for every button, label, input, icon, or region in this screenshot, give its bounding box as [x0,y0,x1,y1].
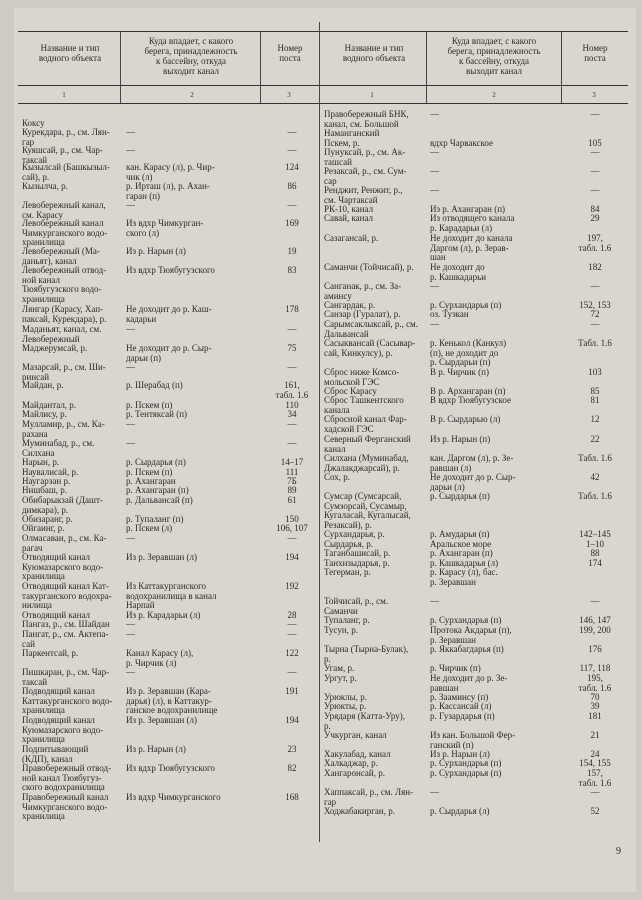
left-row-destination: Канал Карасу (л), р. Чирчик (л) [126,648,194,668]
left-row-destination: — [126,200,135,210]
right-row-post: 197, табл. 1.6 [578,233,612,253]
left-row-name: Кызылча, р. [22,181,68,191]
left-row-destination: — [126,127,135,137]
right-row-name: Северный Ферганский канал [324,434,411,454]
right-row-post: — [590,147,600,157]
right-row-name: Урюкты, р. [324,701,367,711]
right-row-post: — [590,596,600,606]
right-header-where: Куда впадает, с какого берега, принадлежность к бассейну, откуда выходит канал [447,36,541,76]
right-row-name: Пскем, р. [324,138,360,148]
left-row-destination: Из вдхр Тюябугузского [126,763,215,773]
right-row-post: 21 [590,730,600,740]
left-row-name: Ойгаинг, р. [22,523,65,533]
col-divider-right-2 [561,31,562,103]
right-row-destination: р. Амударья (п) [430,529,490,539]
left-row-name: Обибарыкзай (Дашт- димкара), р. [22,495,103,515]
left-row-name: Пангат, р., см. Актепа- сай [22,629,109,649]
right-row-post: — [590,185,600,195]
right-row-name: Сарымсаклыксай, р., см. Дальвансай [324,319,419,339]
left-row-name: Левобережный канал, см. Карасу [22,200,106,220]
right-row-post: 103 [588,367,602,377]
left-row-destination: Не доходит до р. Каш- кадарьи [126,304,212,324]
right-row-destination: — [430,166,439,176]
left-row-name: Майдантал, р. [22,400,77,410]
right-row-destination: оз. Тузкан [430,309,469,319]
left-row-name: Лянгар (Карасу, Хап- паксай, Курекдара), р. [22,304,107,324]
left-row-destination: Из р. Зеравшан (Кара- дарья) (л), в Каттакур- ганское водохранилище [126,686,218,716]
left-row-destination: р. Шерабад (п) [126,380,183,390]
right-row-post: 176 [588,644,602,654]
right-row-destination: р. Сурхандарья (п) [430,615,502,625]
left-row-post: 86 [287,181,297,191]
right-row-destination: р. Ахангаран (п) [430,548,493,558]
right-row-destination: Не доходит до канала Даргом (л), р. Зерав- шан [430,233,513,263]
right-row-destination: Не доходит до р. Зе- равшан [430,673,508,693]
right-row-name: Тегерман, р. [324,567,371,577]
right-row-destination: р. Сырдарья (п) [430,491,490,501]
left-row-post: 75 [287,343,297,353]
left-row-post: 82 [287,763,297,773]
left-row-destination: — [126,619,135,629]
right-row-post: — [590,319,600,329]
right-header-post: Номер поста [582,43,608,63]
right-row-destination: Не доходит до р. Кашкадарьи [430,262,487,282]
right-row-destination: р. Сырдарья (л) [430,806,490,816]
right-row-name: Сангардак, р. [324,300,376,310]
left-row-post: — [287,619,297,629]
right-row-post: 29 [590,213,600,223]
page-number: 9 [616,846,621,857]
left-row-name: Подпитывающий (КДП), канал [22,744,89,764]
right-row-post: 88 [590,548,600,558]
left-row-name: Правобережный отвод- ной канал Тюябугуз- ского водохранилища [22,763,112,793]
right-row-name: Сброс ниже Комсо- мольской ГЭС [324,367,400,387]
left-row-post: 168 [285,792,299,802]
left-row-destination: Из р. Зеравшан (л) [126,552,198,562]
right-row-destination: В вдхр Тюябугузское [430,395,512,405]
right-row-post: 42 [590,472,600,482]
left-row-destination: Из вдхр Чимкурган- ского (л) [126,218,204,238]
document-page [14,8,636,892]
number-rule [18,103,628,104]
col-divider-left-2 [260,31,261,103]
right-row-post: — [590,787,600,797]
left-row-destination: Не доходит до р. Сыр- дарьи (п) [126,343,212,363]
right-row-post: 105 [588,138,602,148]
right-row-name: РК-10, канал [324,204,374,214]
right-row-post: 72 [590,309,600,319]
left-row-post: 178 [285,304,299,314]
left-row-post: — [287,438,297,448]
right-row-name: Ходжабакирган, р. [324,806,395,816]
right-row-destination: — [430,109,439,119]
left-row-name: Подводящий канал Каттакурганского водо- хранилища [22,686,113,716]
left-row-post: 192 [285,581,299,591]
left-row-destination: — [126,145,135,155]
right-header-name: Название и тип водного объекта [342,43,406,63]
right-row-name: Учкурган, канал [324,730,387,740]
left-row-name: Левобережный канал Чимкурганского водо- хранилища [22,218,108,248]
left-row-destination: Из вдхр Тюябугузского [126,265,215,275]
left-row-destination: — [126,629,135,639]
right-row-name: Тупаланг, р. [324,615,370,625]
right-row-name: Сброс Ташкентского канала [324,395,404,415]
right-row-post: 39 [590,701,600,711]
left-row-name: Маданьят, канал, см. Левобережный [22,324,102,344]
left-row-name: Отводящий канал [22,610,91,620]
right-row-destination: Из р. Нарын (л) [430,749,490,759]
right-row-post: 70 [590,692,600,702]
right-row-post: Табл. 1.6 [578,491,612,501]
right-row-destination: Из р. Ахангаран (п) [430,204,506,214]
right-row-post: 146, 147 [579,615,611,625]
right-row-name: Сырдарья, р. [324,539,373,549]
right-row-destination: р. Зааминсу (п) [430,692,489,702]
left-row-destination: — [126,324,135,334]
right-row-destination: Из р. Нарын (п) [430,434,491,444]
right-row-name: Таганбашисай, р. [324,548,391,558]
right-row-destination: Аральское море [430,539,492,549]
left-row-post: 150 [285,514,299,524]
left-row-name: Куяшсай, р., см. Чар- таксай [22,145,103,165]
right-row-post: — [590,109,600,119]
right-row-name: Танхизыдарья, р. [324,558,390,568]
right-row-name: Резаксай, р., см. Сум- сар [324,166,407,186]
left-row-name: Нарын, р. [22,457,60,467]
right-row-name: Тырна (Тырна-Булак), р. [324,644,409,664]
right-row-destination: р. Кашкадарья (л) [430,558,499,568]
top-rule [18,31,628,32]
right-row-name: Правобережный БНК, канал, см. Большой Наманганский [324,109,409,139]
left-row-destination: р. Дальвансай (п) [126,495,193,505]
left-num-3: 3 [287,91,291,99]
left-row-name: Нишбаш, р. [22,485,67,495]
left-row-post: 89 [287,485,297,495]
right-row-name: Саманчи (Тойчисай), р. [324,262,414,272]
left-row-destination: — [126,362,135,372]
right-row-post: 12 [590,414,600,424]
left-row-post: 14–17 [280,457,304,467]
left-row-post: 61 [287,495,297,505]
right-row-post: 174 [588,558,602,568]
right-row-post: — [590,166,600,176]
left-row-post: 34 [287,409,297,419]
left-header-post: Номер поста [277,43,303,63]
right-row-post: 85 [590,386,600,396]
left-row-post: 106, 107 [276,523,308,533]
right-row-name: Урядаря (Катта-Уру), р. [324,711,406,731]
right-row-name: Санганак, р., см. За- аминсу [324,281,402,301]
left-header-where: Куда впадает, с какого берега, принадлежность к бассейну, откуда выходит канал [144,36,238,76]
right-row-destination: кан. Даргом (л), р. Зе- равшан (л) [430,453,514,473]
left-row-destination: — [126,533,135,543]
right-row-name: Угам, р. [324,663,355,673]
right-num-3: 3 [592,91,596,99]
right-row-name: Пунуксай, р., см. Ак- ташсай [324,147,406,167]
left-row-destination: р. Пскем (п) [126,467,173,477]
right-row-post: 142–145 [579,529,611,539]
left-row-name: Наугарзан р. [22,476,71,486]
right-row-post: 81 [590,395,600,405]
left-row-destination: Из р. Зеравшан (л) [126,715,198,725]
right-row-destination: — [430,147,439,157]
right-row-destination: р. Карасу (л), бас. р. Зеравшан [430,567,498,587]
right-row-name: Хакулабад, канал [324,749,391,759]
left-row-name: Кызылсай (Башкызыл- сай), р. [22,162,110,182]
left-row-name: Обизаранг, р. [22,514,73,524]
right-row-destination: Из отводящего канала р. Карадарьи (л) [430,213,515,233]
right-row-post: 157, табл. 1.6 [578,768,612,788]
right-row-post: — [590,281,600,291]
left-row-post: 28 [287,610,297,620]
col-divider-left-1 [120,31,121,103]
right-row-name: Хаппаксай, р., см. Лян- гар [324,787,414,807]
left-row-destination: р. Сырдарья (п) [126,457,186,467]
left-row-post: 7Б [287,476,297,486]
left-row-name: Паркентсай, р. [22,648,79,658]
right-row-name: Сасыквансай (Сасывар- сай, Кинкулсу), р. [324,338,416,358]
left-row-destination: Из р. Карадарьи (л) [126,610,201,620]
right-row-destination: В р. Архангаран (п) [430,386,506,396]
left-row-name: Пангаз, р., см. Шайдан [22,619,110,629]
left-row-name: Майдан, р. [22,380,64,390]
right-row-destination: В р. Чирчик (п) [430,367,489,377]
right-row-destination: р. Чирчик (п) [430,663,481,673]
right-row-name: Савай, канал [324,213,374,223]
left-row-post: 194 [285,552,299,562]
left-row-name: Мазарсай, р., см. Ши- ринсай [22,362,106,382]
left-row-post: — [287,629,297,639]
left-row-destination: — [126,438,135,448]
right-row-name: Сброс Карасу [324,386,377,396]
left-row-destination: кан. Карасу (л), р. Чир- чик (л) [126,162,215,182]
left-row-name: Левобережный (Ма- даньят), канал [22,246,100,266]
left-row-post: 122 [285,648,299,658]
right-row-destination: р. Кассансай (л) [430,701,492,711]
right-row-destination: р. Сурхандарья (п) [430,300,502,310]
left-row-name: Коксу [22,118,45,128]
right-row-destination: — [430,281,439,291]
left-row-post: — [287,419,297,429]
left-row-destination: Из р. Нарын (л) [126,744,186,754]
right-row-name: Сбросной канал Фар- хадской ГЭС [324,414,407,434]
left-row-name: Маджерумсай, р. [22,343,88,353]
left-row-post: 194 [285,715,299,725]
left-row-name: Олмасаван, р., см. Ка- рагач [22,533,107,553]
right-row-post: 52 [590,806,600,816]
right-row-name: Халкаджар, р. [324,758,378,768]
header-rule [18,85,628,86]
right-row-name: Хангаронсай, р. [324,768,385,778]
right-row-name: Тусун, р. [324,625,358,635]
right-row-post: 1–10 [586,539,604,549]
right-row-post: 181 [588,711,602,721]
right-row-destination: — [430,596,439,606]
left-row-destination: р. Ахангаран (п) [126,485,189,495]
left-row-post: 23 [287,744,297,754]
col-divider-right-1 [426,31,427,103]
right-row-post: Табл. 1.6 [578,453,612,463]
right-row-name: Ургут, р. [324,673,357,683]
left-row-name: Подводящий канал Куюмазарского водо- хранилища [22,715,104,745]
right-row-post: 117, 118 [579,663,611,673]
left-row-destination: — [126,667,135,677]
left-row-post: — [287,667,297,677]
left-row-name: Левобережный отвод- ной канал Тюябугузского водо- хранилища [22,265,107,304]
right-row-destination: — [430,185,439,195]
right-row-post: 22 [590,434,600,444]
right-row-post: 182 [588,262,602,272]
left-row-post: 83 [287,265,297,275]
left-row-name: Майлису, р. [22,409,67,419]
left-row-destination: р. Пскем (п) [126,400,173,410]
left-row-destination: Из р. Нарын (л) [126,246,186,256]
right-row-destination: вдхр Чарвакское [430,138,493,148]
right-row-post: 154, 155 [579,758,611,768]
right-row-post: Табл. 1.6 [578,338,612,348]
right-row-destination: — [430,787,439,797]
left-row-post: 111 [285,467,299,477]
left-row-name: Мулламир, р., см. Ка- рахана [22,419,105,439]
left-row-destination: р. Ахангаран [126,476,176,486]
left-row-destination: р. Пскем (л) [126,523,173,533]
right-num-1: 1 [370,91,374,99]
left-row-post: 110 [285,400,299,410]
right-row-name: Санзар (Гуралат), р. [324,309,401,319]
right-row-post: 24 [590,749,600,759]
right-row-name: Сох, р. [324,472,351,482]
right-row-destination: Протока Акдарья (п), р. Зеравшан [430,625,512,645]
left-row-destination: — [126,419,135,429]
right-num-2: 2 [492,91,496,99]
left-row-post: — [287,533,297,543]
left-row-destination: Из вдхр Чимкурганского [126,792,221,802]
left-row-name: Отводящий канал Куюмазарского водо- хранилища [22,552,104,582]
right-row-name: Силхана (Муминабад, Джалакджарсай), р. [324,453,409,473]
right-row-name: Ренджит, Ренжит, р., см. Чартаксай [324,185,403,205]
right-row-name: Урюклы, р. [324,692,367,702]
left-row-post: — [287,127,297,137]
right-row-destination: — [430,319,439,329]
left-row-post: — [287,145,297,155]
left-row-post: — [287,200,297,210]
left-row-destination: р. Тентяксай (п) [126,409,188,419]
right-row-post: 199, 200 [579,625,611,635]
left-row-name: Курекдара, р., см. Лян- гар [22,127,110,147]
left-row-destination: р. Ирташ (л), р. Ахан- гаран (п) [126,181,210,201]
left-row-post: 191 [285,686,299,696]
left-row-post: — [287,324,297,334]
right-row-name: Тойчисай, р., см. Саманчи [324,596,389,616]
left-row-post: — [287,362,297,372]
right-row-post: 152, 153 [579,300,611,310]
left-num-1: 1 [62,91,66,99]
right-row-destination: р. Яккабагдарья (п) [430,644,504,654]
left-row-post: 161, табл. 1.6 [275,380,309,400]
right-row-post: 84 [590,204,600,214]
left-row-destination: р. Тупаланг (п) [126,514,184,524]
right-row-post: 195, табл. 1.6 [578,673,612,693]
left-row-name: Пишкаран, р., см. Чар- таксай [22,667,110,687]
left-row-name: Отводящий канал Кат- такурганского водохра- нилища [22,581,112,611]
right-row-name: Сурхандарья, р. [324,529,385,539]
right-row-destination: В р. Сырдарью (л) [430,414,501,424]
right-row-destination: р. Кенькол (Канкул) (п), не доходит до р. Сырдарьи (п) [430,338,507,368]
right-row-destination: Из кан. Большой Фер- ганский (п) [430,730,516,750]
right-row-name: Сазагансай, р. [324,233,379,243]
left-row-name: Муминабад, р., см. Силхана [22,438,95,458]
left-row-name: Правобережный канал Чимкурганского водо- хранилища [22,792,109,822]
left-num-2: 2 [190,91,194,99]
left-row-post: 19 [287,246,297,256]
right-row-destination: р. Сурхандарья (п) [430,758,502,768]
right-row-destination: р. Сурхандарья (п) [430,768,502,778]
left-row-destination: Из Каттакурганского водохранилища в канал Нарпай [126,581,217,611]
right-row-destination: Не доходит до р. Сыр- дарьи (л) [430,472,516,492]
left-header-name: Название и тип водного объекта [38,43,102,63]
left-row-post: 124 [285,162,299,172]
left-row-post: 169 [285,218,299,228]
right-row-name: Сумсар (Сумсарсай, Сумзорсай, Сусамыр, Кугаласай, Кугалысай, Резаксай), р. [324,491,411,530]
right-row-destination: р. Гузардарья (п) [430,711,495,721]
left-row-name: Наувалисай, р. [22,467,79,477]
